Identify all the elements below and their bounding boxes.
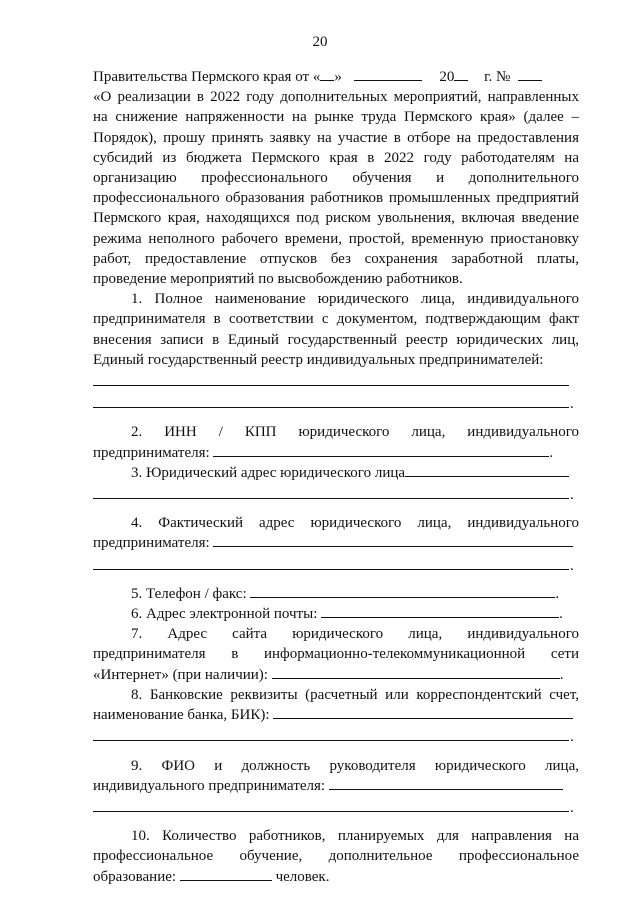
item-3-line: .: [93, 483, 579, 505]
item-3-blank: [405, 464, 569, 477]
item-7-blank: [272, 666, 560, 679]
document-content: [93, 67, 579, 887]
item-5-blank: [250, 585, 555, 598]
item-10: 10. Количество работников, планируемых для направления на профессиональное обучение, дополнительное профессиональное образование: человек.: [93, 828, 579, 885]
item-9: 9. ФИО и должность руководителя юридического лица, индивидуального предпринимателя:: [93, 757, 579, 794]
intro-line: Правительства Пермского края от « » 20 г. №: [93, 67, 579, 87]
item-3: 3. Юридический адрес юридического лица: [93, 463, 579, 483]
item-4: 4. Фактический адрес юридического лица, индивидуального предпринимателя:: [93, 515, 579, 552]
item-1-line-2: .: [93, 392, 579, 414]
item-10-blank: [180, 868, 272, 881]
item-6-blank: [321, 605, 559, 618]
page-number: 20: [312, 34, 328, 50]
item-9-line: .: [93, 796, 579, 818]
item-4-blank: [213, 534, 573, 547]
item-2: 2. ИНН / КПП юридического лица, индивидуального предпринимателя: .: [93, 424, 579, 461]
day-blank: [320, 68, 334, 81]
intro-body: «О реализации в 2022 году дополнительных мероприятий, направленных на снижение напряженности на рынке труда Пермского края» (далее – Порядок), прошу принять заявку на участие в отборе на предоставления субсидий из бюджета Пермского края в 2022 году работодателям на организацию профессионального обучения и дополнительного профессионального образования работников промышленных предприятий Пермского края, находящихся под риском увольнения, включая введение режима неполного рабочего времени, простой, временную приостановку работ, предоставление отпусков без сохранения заработной платы, проведение мероприятий по высвобождению работников.: [93, 89, 579, 288]
item-8-blank: [273, 706, 573, 719]
item-9-blank: [329, 777, 563, 790]
number-blank: [518, 68, 542, 81]
item-1-line-1: [93, 370, 579, 392]
item-1: 1. Полное наименование юридического лица, индивидуального предпринимателя в соответствии с документом, подтверждающим факт внесения записи в Единый государственный реестр юридических лиц, Единый государственный реестр индивидуальных предпринимателей:: [93, 291, 579, 368]
item-8-line: .: [93, 725, 579, 747]
item-5: 5. Телефон / факс: .: [131, 585, 560, 602]
item-2-blank: [213, 444, 549, 457]
item-6: 6. Адрес электронной почты: .: [131, 606, 563, 623]
item-7: 7. Адрес сайта юридического лица, индивидуального предпринимателя в информационно-телекоммуникационной сети «Интернет» (при наличии): .: [93, 626, 579, 683]
item-4-line: .: [93, 554, 579, 576]
year-blank: [454, 68, 468, 81]
month-blank: [354, 68, 422, 81]
item-8: 8. Банковские реквизиты (расчетный или корреспондентский счет, наименование банка, БИК):: [93, 686, 579, 724]
